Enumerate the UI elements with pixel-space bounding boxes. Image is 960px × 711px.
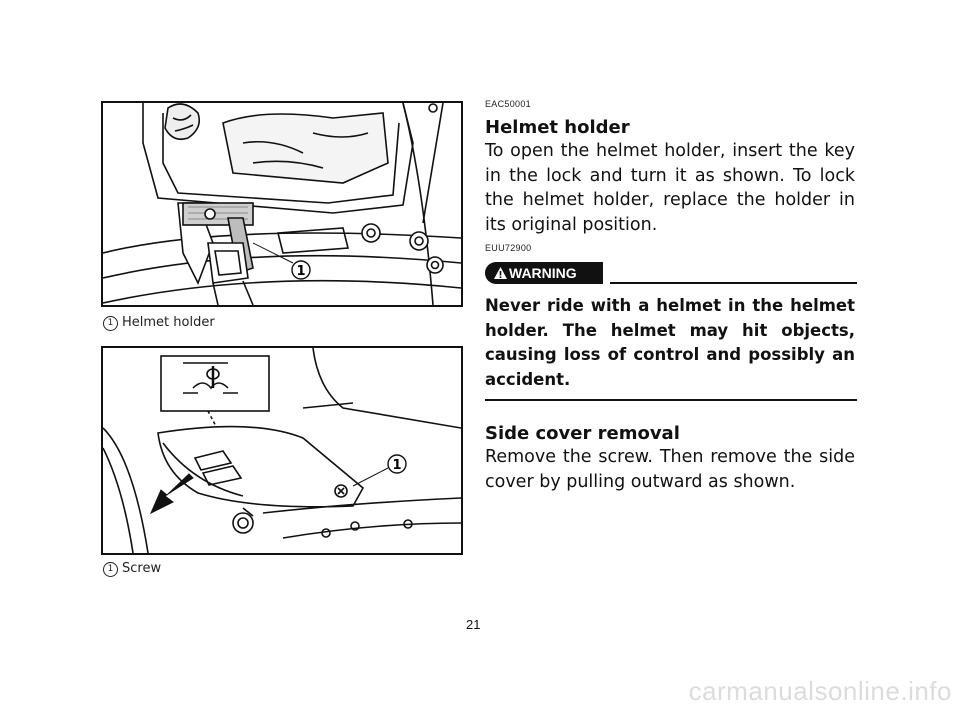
figure2-caption-text: Screw bbox=[122, 561, 162, 576]
figure1-caption bbox=[103, 315, 215, 331]
section2-body: Remove the screw. Then remove the side cover by pulling outward as shown. bbox=[485, 447, 855, 492]
warning-badge bbox=[485, 262, 603, 284]
watermark: carmanualsonline.info bbox=[688, 676, 952, 706]
warning-triangle-icon bbox=[493, 266, 508, 280]
section2-heading: Side cover removal bbox=[485, 423, 680, 444]
helmet-holder-illustration bbox=[101, 101, 463, 307]
section1-code: EAC50001 bbox=[485, 99, 531, 109]
warning-bottom-rule bbox=[485, 399, 857, 401]
figure2-caption-number: 1 bbox=[103, 562, 118, 577]
section1-heading: Helmet holder bbox=[485, 117, 630, 138]
page-number: 21 bbox=[466, 617, 481, 632]
figure1-caption-number: 1 bbox=[103, 316, 118, 331]
warning-text: Never ride with a helmet in the helmet holder. The helmet may hit objects, causing loss of control and possibly an accident. bbox=[485, 296, 855, 389]
section1-body: To open the helmet holder, insert the key in the lock and turn it as shown. To lock the helmet holder, replace the holder in its original position. bbox=[485, 141, 855, 235]
figure2-caption bbox=[103, 561, 161, 577]
warning-code: EUU72900 bbox=[485, 243, 532, 253]
warning-top-rule bbox=[610, 282, 857, 284]
warning-label: WARNING bbox=[509, 265, 577, 281]
figure1-callout-label: 1 bbox=[296, 264, 306, 279]
figure2-callout-label: 1 bbox=[392, 458, 402, 473]
helmet-holder-drawing bbox=[103, 103, 461, 305]
figure1-caption-text: Helmet holder bbox=[122, 315, 215, 330]
side-cover-illustration bbox=[101, 346, 463, 555]
pull-direction-arrow bbox=[151, 474, 193, 513]
side-cover-drawing bbox=[103, 348, 461, 553]
